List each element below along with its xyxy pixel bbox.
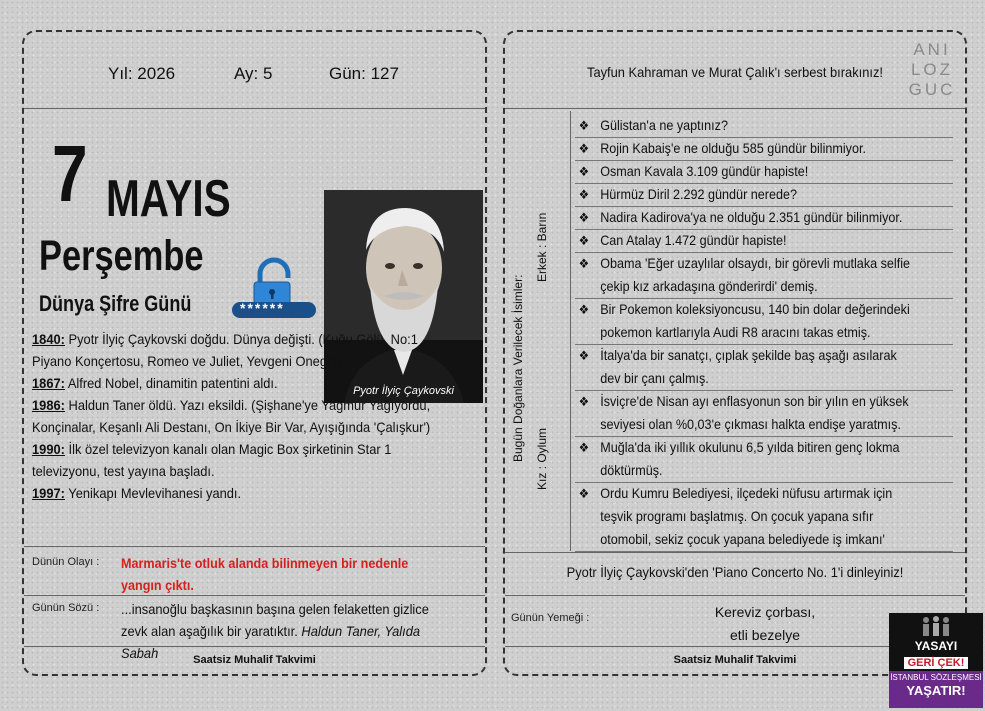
meal-label: Günün Yemeği : — [511, 612, 590, 624]
list-item: ❖ Rojin Kabaiş'e ne olduğu 585 gündür bilinmiyor. — [575, 137, 917, 160]
listen-message: Pyotr İlyiç Çaykovski'den 'Piano Concerto No. 1'i dinleyiniz! — [566, 564, 904, 580]
word-of-day-label: Günün Sözü : — [32, 602, 100, 614]
month-label: Ay: 5 — [234, 64, 273, 83]
event-of-day-text: Marmaris'te otluk alanda bilinmeyen bir nedenle yangın çıktı. — [121, 555, 409, 593]
top-message: Tayfun Kahraman ve Murat Çalık'ı serbest bırakınız! — [587, 64, 883, 80]
bullet-icon: ❖ — [578, 302, 590, 317]
badge-line3: İSTANBUL SÖZLEŞMESİ — [890, 673, 982, 682]
password-lock-icon — [230, 252, 318, 320]
password-mask: ****** — [240, 300, 285, 316]
bullet-icon: ❖ — [578, 187, 590, 202]
bullet-icon: ❖ — [578, 486, 590, 501]
list-item: ❖ Muğla'da iki yıllık okulunu 6,5 yılda bitiren genç lokma döktürmüş. — [575, 436, 917, 482]
list-item: ❖ Nadira Kadirova'ya ne olduğu 2.351 gündür bilinmiyor. — [575, 206, 917, 229]
list-item: ❖ Osman Kavala 3.109 gündür hapiste! — [575, 160, 917, 183]
list-item: ❖ Can Atalay 1.472 gündür hapiste! — [575, 229, 917, 252]
bullet-icon: ❖ — [578, 348, 590, 363]
list-item: ❖ Obama 'Eğer uzaylılar olsaydı, bir görevli mutlaka selfie çekip kız arkadaşına gönderirdi' demiş. — [575, 252, 917, 298]
bullet-icon: ❖ — [578, 394, 590, 409]
historical-events — [32, 328, 441, 504]
divider — [505, 595, 965, 596]
divider — [505, 552, 965, 553]
event-item: 1840: Pyotr İlyiç Çaykovski doğdu. Dünya değişti. (Kuğu Gölü, No:1 Piyano Konçertosu, Romeo ve Juliet, Yevgeni Onegin) — [32, 331, 418, 369]
list-column-divider — [570, 111, 571, 551]
event-item: 1997: Yenikapı Mevlevihanesi yandı. — [32, 485, 242, 501]
event-item: 1867: Alfred Nobel, dinamitin patentini aldı. — [32, 375, 278, 391]
list-item: ❖ İtalya'da bir sanatçı, çıplak şekilde baş aşağı asılarak dev bir çanı çalmış. — [575, 344, 917, 390]
badge-line4: YAŞATIR! — [906, 683, 966, 698]
header-divider — [505, 108, 965, 109]
event-item: 1986: Haldun Taner öldü. Yazı eksildi. (Şişhane'ye Yağmur Yağıyordu, Konçinalar, Keşanlı Ali Destanı, On İkiye Bir Var, Ayışığında 'Çalışkur') — [32, 397, 431, 435]
bullet-icon: ❖ — [578, 233, 590, 248]
divider — [24, 546, 485, 547]
list-item: ❖ Ordu Kumru Belediyesi, ilçedeki nüfusu artırmak için teşvik programı başlatmış. On çocuk yapana sıfır otomobil, sekiz çocuk yapana belediyede iş imkanı' — [575, 482, 917, 551]
left-calendar-page — [22, 30, 487, 676]
bullet-icon: ❖ — [578, 118, 590, 133]
year-label: Yıl: 2026 — [108, 64, 176, 83]
divider — [24, 595, 485, 596]
boy-name: Erkek : Barın — [535, 212, 549, 282]
badge-convention — [889, 671, 983, 708]
month-name: MAYIS — [106, 170, 231, 228]
bullet-icon: ❖ — [578, 440, 590, 455]
badge-line1: YASAYI — [914, 639, 958, 653]
campaign-badge — [889, 613, 983, 708]
calendar-footer: Saatsiz Muhalif Takvimi — [193, 654, 316, 666]
day-of-year-label: Gün: 127 — [329, 64, 399, 83]
girl-name: Kız : Oylum — [535, 427, 549, 490]
calendar-footer: Saatsiz Muhalif Takvimi — [673, 654, 797, 666]
header-divider — [24, 108, 485, 109]
event-of-day-label: Dünün Olayı : — [32, 556, 100, 568]
right-calendar-page — [503, 30, 967, 676]
quote-author: Haldun Taner, Yalıda Sabah — [121, 623, 421, 661]
word-of-day-text: ...insanoğlu başkasının başına gelen felaketten gizlice zevk alan aşağılık bir yaratıktır. Haldun Taner, Yalıda Sabah — [121, 601, 429, 661]
badge-line2: GERİ ÇEK! — [904, 657, 969, 669]
list-item: ❖ Gülistan'a ne yaptınız? — [575, 114, 917, 137]
footer-divider — [24, 646, 485, 647]
event-item: 1990: İlk özel televizyon kanalı olan Magic Box şirketinin Star 1 televizyonu, test yayına başladı. — [32, 441, 392, 479]
list-item: ❖ Hürmüz Diril 2.292 gündür nerede? — [575, 183, 917, 206]
brand-logo: ANI LOZ GUC — [908, 40, 956, 99]
protest-figures-icon — [916, 615, 956, 637]
portrait-caption: Pyotr İlyiç Çaykovski — [353, 385, 454, 397]
day-number: 7 — [52, 129, 86, 218]
bullet-icon: ❖ — [578, 164, 590, 179]
meal-of-day: Kereviz çorbası, etli bezelye — [714, 604, 816, 643]
names-heading: Bugün Doğanlara Verilecek İsimler: — [511, 274, 525, 462]
bullet-icon: ❖ — [578, 210, 590, 225]
bullet-icon: ❖ — [578, 256, 590, 271]
list-item: ❖ İsviçre'de Nisan ayı enflasyonun son bir yılın en yüksek seviyesi olan %0,03'e çıkması halkta endişe yaratmış. — [575, 390, 917, 436]
bullet-icon: ❖ — [578, 141, 590, 156]
special-day-title: Dünya Şifre Günü — [39, 291, 192, 316]
list-item: ❖ Bir Pokemon koleksiyoncusu, 140 bin dolar değerindeki pokemon kartlarıyla Audi R8 aracını takas etmiş. — [575, 298, 917, 344]
weekday-name: Perşembe — [39, 232, 204, 280]
news-list — [575, 114, 917, 551]
